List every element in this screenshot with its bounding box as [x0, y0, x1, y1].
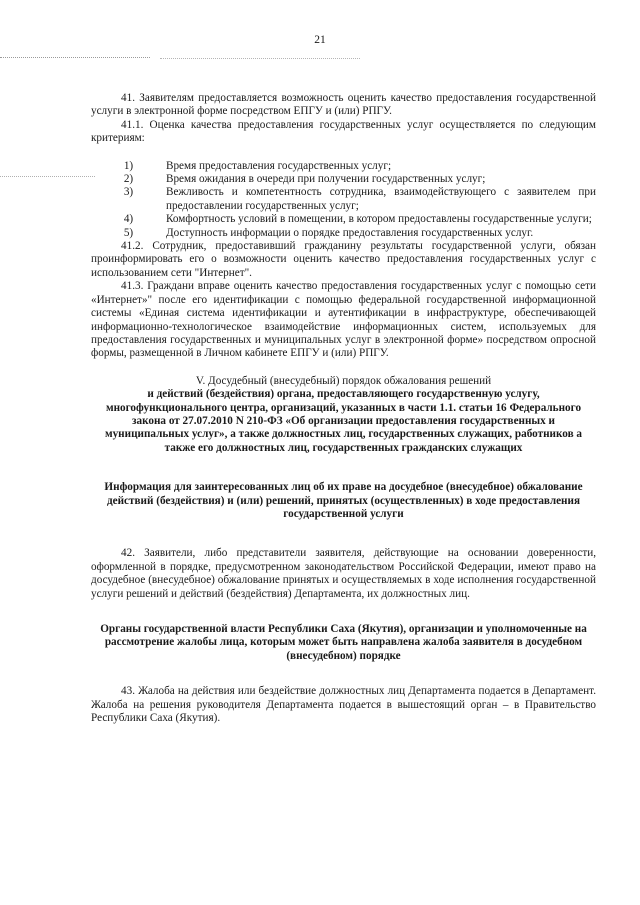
criteria-text: Вежливость и компетентность сотрудника, взаимодействующего с заявителем при предоставлении государственных услуг; — [166, 186, 596, 212]
criteria-item — [91, 173, 596, 186]
organs-heading: Органы государственной власти Республики Саха (Якутия), организации и уполномоченные на рассмотрение жалобы лица, которым может быть направлена жалоба заявителя в досудебном (внесудебном) порядке — [100, 623, 587, 662]
scan-artifact — [0, 176, 95, 177]
criteria-text: Время предоставления государственных услуг; — [166, 159, 392, 172]
criteria-number: 5) — [123, 226, 134, 239]
paragraph-41-1: 41.1. Оценка качества предоставления государственных услуг осуществляется по следующим критериям: — [91, 118, 596, 145]
paragraph-41: 41. Заявителям предоставляется возможность оценить качество предоставления государственной услуги в электронной форме посредством ЕПГУ и (или) РПГУ. — [91, 92, 596, 118]
document-body — [91, 92, 596, 725]
criteria-text: Время ожидания в очереди при получении государственных услуг; — [166, 173, 486, 186]
criteria-number: 2) — [123, 173, 134, 186]
paragraph-41-3: 41.3. Граждани вправе оценить качество предоставления государственных услуг с помощью сети «Интернет»" после его идентификации с помощью федеральной государственной информационной системы «Единая система идентификации и аутентификации в инфраструктуре, обеспечивающей информационно-технологическое взаимодействие информационных систем, используемых для предоставления государственных и муниципальных услуг в электронной форме» посредством опросной формы, размещенной в Личном кабинете ЕПГУ и (или) РПГУ. — [91, 280, 596, 360]
criteria-text: Комфортность условий в помещении, в котором предоставлены государственные услуги; — [166, 213, 592, 226]
criteria-item — [91, 227, 596, 240]
section-v-heading-bold: и действий (бездействия) органа, предоставляющего государственную услугу, многофункционального центра, организаций, указанных в части 1.1. статьи 16 Федерального закона от 27.07.2010 N 210-ФЗ «Об организации предоставления государственных и муниципальных услуг», а также должностных лиц, государственных служащих, работников а также его должностных лиц, государственных гражданских служащих — [104, 388, 583, 454]
paragraph-41-2: 41.2. Сотрудник, предоставивший гражданину результаты государственной услуги, обязан проинформировать его о возможности оценить качество предоставления государственных услуг с использованием сети "Интернет". — [91, 240, 596, 279]
paragraph-42: 42. Заявители, либо представители заявителя, действующие на основании доверенности, оформленной в порядке, предусмотренном законодательством Российской Федерации, имеют право на досудебное (внесудебное) обжалование принятых и осуществляемых в ходе исполнения государственной услуги решений и действий (бездействия) Департамента, их должностных лиц. — [91, 547, 596, 600]
section-v-heading: V. Досудебный (внесудебный) порядок обжалования решений — [195, 374, 492, 387]
paragraph-43: 43. Жалоба на действия или бездействие должностных лиц Департамента подается в Департамент. Жалоба на решения руководителя Департамента подается в вышестоящий орган – в Правительство Республики Саха (Якутия). — [91, 685, 596, 725]
criteria-text: Доступность информации о порядке предоставления государственных услуг. — [166, 226, 534, 239]
criteria-item — [91, 186, 596, 213]
page-number: 21 — [314, 34, 326, 46]
criteria-item — [91, 213, 596, 226]
info-heading: Информация для заинтересованных лиц об их праве на досудебное (внесудебное) обжалование действий (бездействия) и (или) решений, принятых (осуществленных) в ходе предоставления государственной услуги — [104, 481, 583, 520]
criteria-item — [91, 160, 596, 173]
scan-artifact — [160, 58, 360, 59]
criteria-number: 1) — [123, 159, 134, 172]
criteria-number: 3) — [123, 186, 134, 199]
scan-artifact — [0, 57, 150, 58]
criteria-number: 4) — [123, 213, 134, 226]
